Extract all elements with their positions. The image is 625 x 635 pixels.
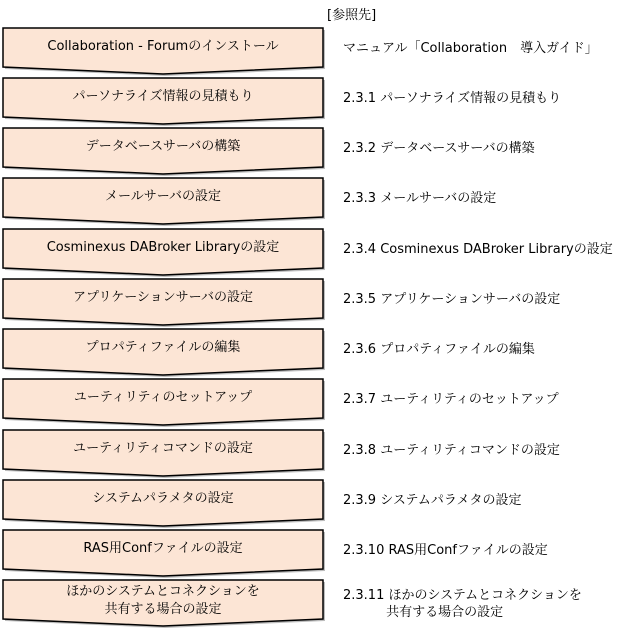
reference-label: 2.3.1 パーソナライズ情報の見積もり [343, 91, 562, 106]
reference-label: 2.3.2 データベースサーバの構築 [343, 141, 535, 156]
reference-label: 2.3.6 プロパティファイルの編集 [343, 342, 535, 357]
step-box [2, 529, 324, 577]
reference-label: 2.3.3 メールサーバの設定 [343, 191, 497, 206]
reference-label: 2.3.11 ほかのシステムとコネクションを 共有する場合の設定 [343, 588, 582, 620]
step-box [2, 77, 324, 125]
step-box [2, 378, 324, 426]
step-label: Cosminexus DABroker Libraryの設定 [46, 240, 280, 255]
step-label: RAS用Confファイルの設定 [83, 541, 243, 556]
step-box [2, 479, 324, 527]
step-box [2, 27, 324, 75]
step-label: メールサーバの設定 [104, 189, 222, 204]
step-box [2, 278, 324, 326]
step-label: プロパティファイルの編集 [85, 340, 241, 355]
step-label: ほかのシステムとコネクションを 共有する場合の設定 [66, 584, 260, 617]
reference-label: 2.3.7 ユーティリティのセットアップ [343, 392, 559, 407]
reference-label: 2.3.8 ユーティリティコマンドの設定 [343, 443, 560, 458]
reference-label: マニュアル「Collaboration 導入ガイド」 [343, 41, 598, 56]
reference-label: 2.3.10 RAS用Confファイルの設定 [343, 543, 548, 558]
step-box [2, 429, 324, 477]
step-label: パーソナライズ情報の見積もり [72, 89, 254, 104]
step-box [2, 228, 324, 276]
step-label: システムパラメタの設定 [92, 491, 234, 506]
step-label: アプリケーションサーバの設定 [72, 290, 254, 305]
reference-label: 2.3.4 Cosminexus DABroker Libraryの設定 [343, 242, 613, 257]
step-box [2, 579, 324, 627]
step-label: ユーティリティコマンドの設定 [73, 441, 253, 456]
reference-header: [参照先] [327, 8, 377, 23]
step-label: Collaboration - Forumのインストール [47, 39, 279, 54]
step-box [2, 127, 324, 175]
step-box [2, 328, 324, 376]
step-label: ユーティリティのセットアップ [73, 390, 253, 405]
step-label: データベースサーバの構築 [85, 139, 241, 154]
reference-label: 2.3.5 アプリケーションサーバの設定 [343, 292, 561, 307]
step-box [2, 177, 324, 225]
reference-label: 2.3.9 システムパラメタの設定 [343, 493, 522, 508]
